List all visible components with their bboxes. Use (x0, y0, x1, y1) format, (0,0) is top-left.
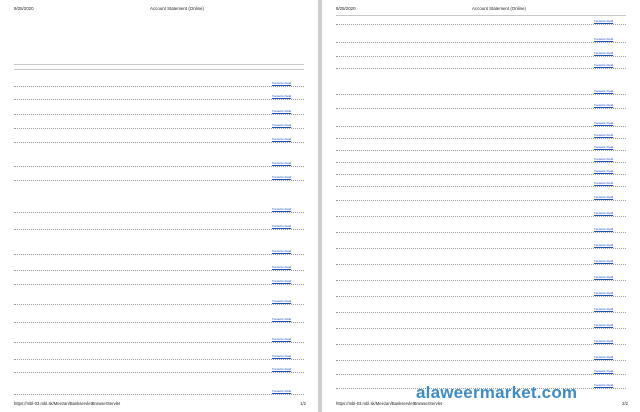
row-divider (336, 56, 626, 57)
transaction-detail-link[interactable]: Transaction Detail (272, 95, 292, 98)
transaction-detail-link[interactable]: Transaction Detail (594, 308, 614, 311)
row-divider (336, 200, 626, 201)
row-divider (14, 180, 304, 181)
row-divider (336, 280, 626, 281)
row-divider (336, 232, 626, 233)
transaction-detail-link[interactable]: Transaction Detail (594, 20, 614, 23)
statement-page-2 (322, 0, 640, 412)
row-divider (336, 150, 626, 151)
row-divider (336, 248, 626, 249)
row-divider (14, 372, 304, 373)
transaction-detail-link[interactable]: Transaction Detail (594, 182, 614, 185)
watermark: alaweermarket.com (416, 383, 578, 402)
transaction-detail-link[interactable]: Transaction Detail (594, 228, 614, 231)
row-divider (336, 174, 626, 175)
transaction-detail-link[interactable]: Transaction Detail (272, 110, 292, 113)
page-title: Account Statement (Online) (150, 6, 204, 11)
row-divider (14, 114, 304, 115)
transaction-detail-link[interactable]: Transaction Detail (272, 318, 292, 321)
transaction-detail-link[interactable]: Transaction Detail (272, 208, 292, 211)
row-divider (336, 360, 626, 361)
row-divider (336, 216, 626, 217)
row-divider (14, 322, 304, 323)
transaction-detail-link[interactable]: Transaction Detail (272, 266, 292, 269)
transaction-detail-link[interactable]: Transaction Detail (594, 212, 614, 215)
transaction-detail-link[interactable]: Transaction Detail (594, 52, 614, 55)
row-divider (336, 162, 626, 163)
page-title: Account Statement (Online) (472, 6, 526, 11)
transaction-detail-link[interactable]: Transaction Detail (594, 196, 614, 199)
transaction-detail-link[interactable]: Transaction Detail (272, 368, 292, 371)
transaction-detail-link[interactable]: Transaction Detail (594, 90, 614, 93)
transaction-detail-link[interactable]: Transaction Detail (272, 280, 292, 283)
page-number: 2/2 (622, 401, 628, 406)
transaction-detail-link[interactable]: Transaction Detail (272, 176, 292, 179)
row-divider (336, 296, 626, 297)
row-divider (14, 69, 304, 70)
row-divider (14, 64, 304, 65)
row-divider (14, 304, 304, 305)
transaction-detail-link[interactable]: Transaction Detail (272, 300, 292, 303)
row-divider (336, 94, 626, 95)
row-divider (336, 68, 626, 69)
transaction-detail-link[interactable]: Transaction Detail (594, 64, 614, 67)
transaction-detail-link[interactable]: Transaction Detail (594, 260, 614, 263)
row-divider (14, 229, 304, 230)
transaction-detail-link[interactable]: Transaction Detail (272, 355, 292, 358)
page-url: https://mbl-03.mbl.sk/Meezan/BankservletBrowserServlet (336, 401, 443, 406)
row-divider (336, 186, 626, 187)
transaction-detail-link[interactable]: Transaction Detail (594, 384, 614, 387)
transaction-detail-link[interactable]: Transaction Detail (594, 122, 614, 125)
row-divider (336, 126, 626, 127)
transaction-detail-link[interactable]: Transaction Detail (594, 170, 614, 173)
transaction-detail-link[interactable]: Transaction Detail (272, 82, 292, 85)
transaction-detail-link[interactable]: Transaction Detail (594, 146, 614, 149)
transaction-detail-link[interactable]: Transaction Detail (594, 158, 614, 161)
page-url: https://mbl-03.mbl.sk/Meezan/BankservletBrowserServlet (14, 401, 121, 406)
row-divider (336, 328, 626, 329)
row-divider (14, 166, 304, 167)
row-divider (336, 138, 626, 139)
row-divider (336, 15, 626, 16)
row-divider (14, 99, 304, 100)
row-divider (14, 394, 304, 395)
transaction-detail-link[interactable]: Transaction Detail (594, 340, 614, 343)
row-divider (336, 24, 626, 25)
transaction-detail-link[interactable]: Transaction Detail (594, 276, 614, 279)
transaction-detail-link[interactable]: Transaction Detail (272, 338, 292, 341)
row-divider (14, 212, 304, 213)
row-divider (336, 374, 626, 375)
row-divider (14, 270, 304, 271)
page-number: 1/2 (300, 401, 306, 406)
transaction-detail-link[interactable]: Transaction Detail (272, 124, 292, 127)
transaction-detail-link[interactable]: Transaction Detail (272, 138, 292, 141)
transaction-detail-link[interactable]: Transaction Detail (594, 244, 614, 247)
row-divider (336, 344, 626, 345)
row-divider (14, 142, 304, 143)
transaction-detail-link[interactable]: Transaction Detail (594, 38, 614, 41)
transaction-detail-link[interactable]: Transaction Detail (272, 250, 292, 253)
row-divider (14, 86, 304, 87)
transaction-detail-link[interactable]: Transaction Detail (272, 162, 292, 165)
transaction-detail-link[interactable]: Transaction Detail (594, 356, 614, 359)
row-divider (14, 254, 304, 255)
transaction-detail-link[interactable]: Transaction Detail (594, 104, 614, 107)
row-divider (336, 108, 626, 109)
statement-page-1 (0, 0, 318, 412)
page-date: 9/25/2020 (14, 6, 34, 11)
row-divider (14, 284, 304, 285)
transaction-detail-link[interactable]: Transaction Detail (594, 370, 614, 373)
transaction-detail-link[interactable]: Transaction Detail (594, 324, 614, 327)
transaction-detail-link[interactable]: Transaction Detail (272, 225, 292, 228)
row-divider (336, 264, 626, 265)
row-divider (14, 342, 304, 343)
row-divider (14, 128, 304, 129)
transaction-detail-link[interactable]: Transaction Detail (594, 134, 614, 137)
row-divider (336, 42, 626, 43)
transaction-detail-link[interactable]: Transaction Detail (272, 390, 292, 393)
row-divider (336, 312, 626, 313)
row-divider (14, 359, 304, 360)
page-date: 9/25/2020 (336, 6, 356, 11)
transaction-detail-link[interactable]: Transaction Detail (594, 292, 614, 295)
